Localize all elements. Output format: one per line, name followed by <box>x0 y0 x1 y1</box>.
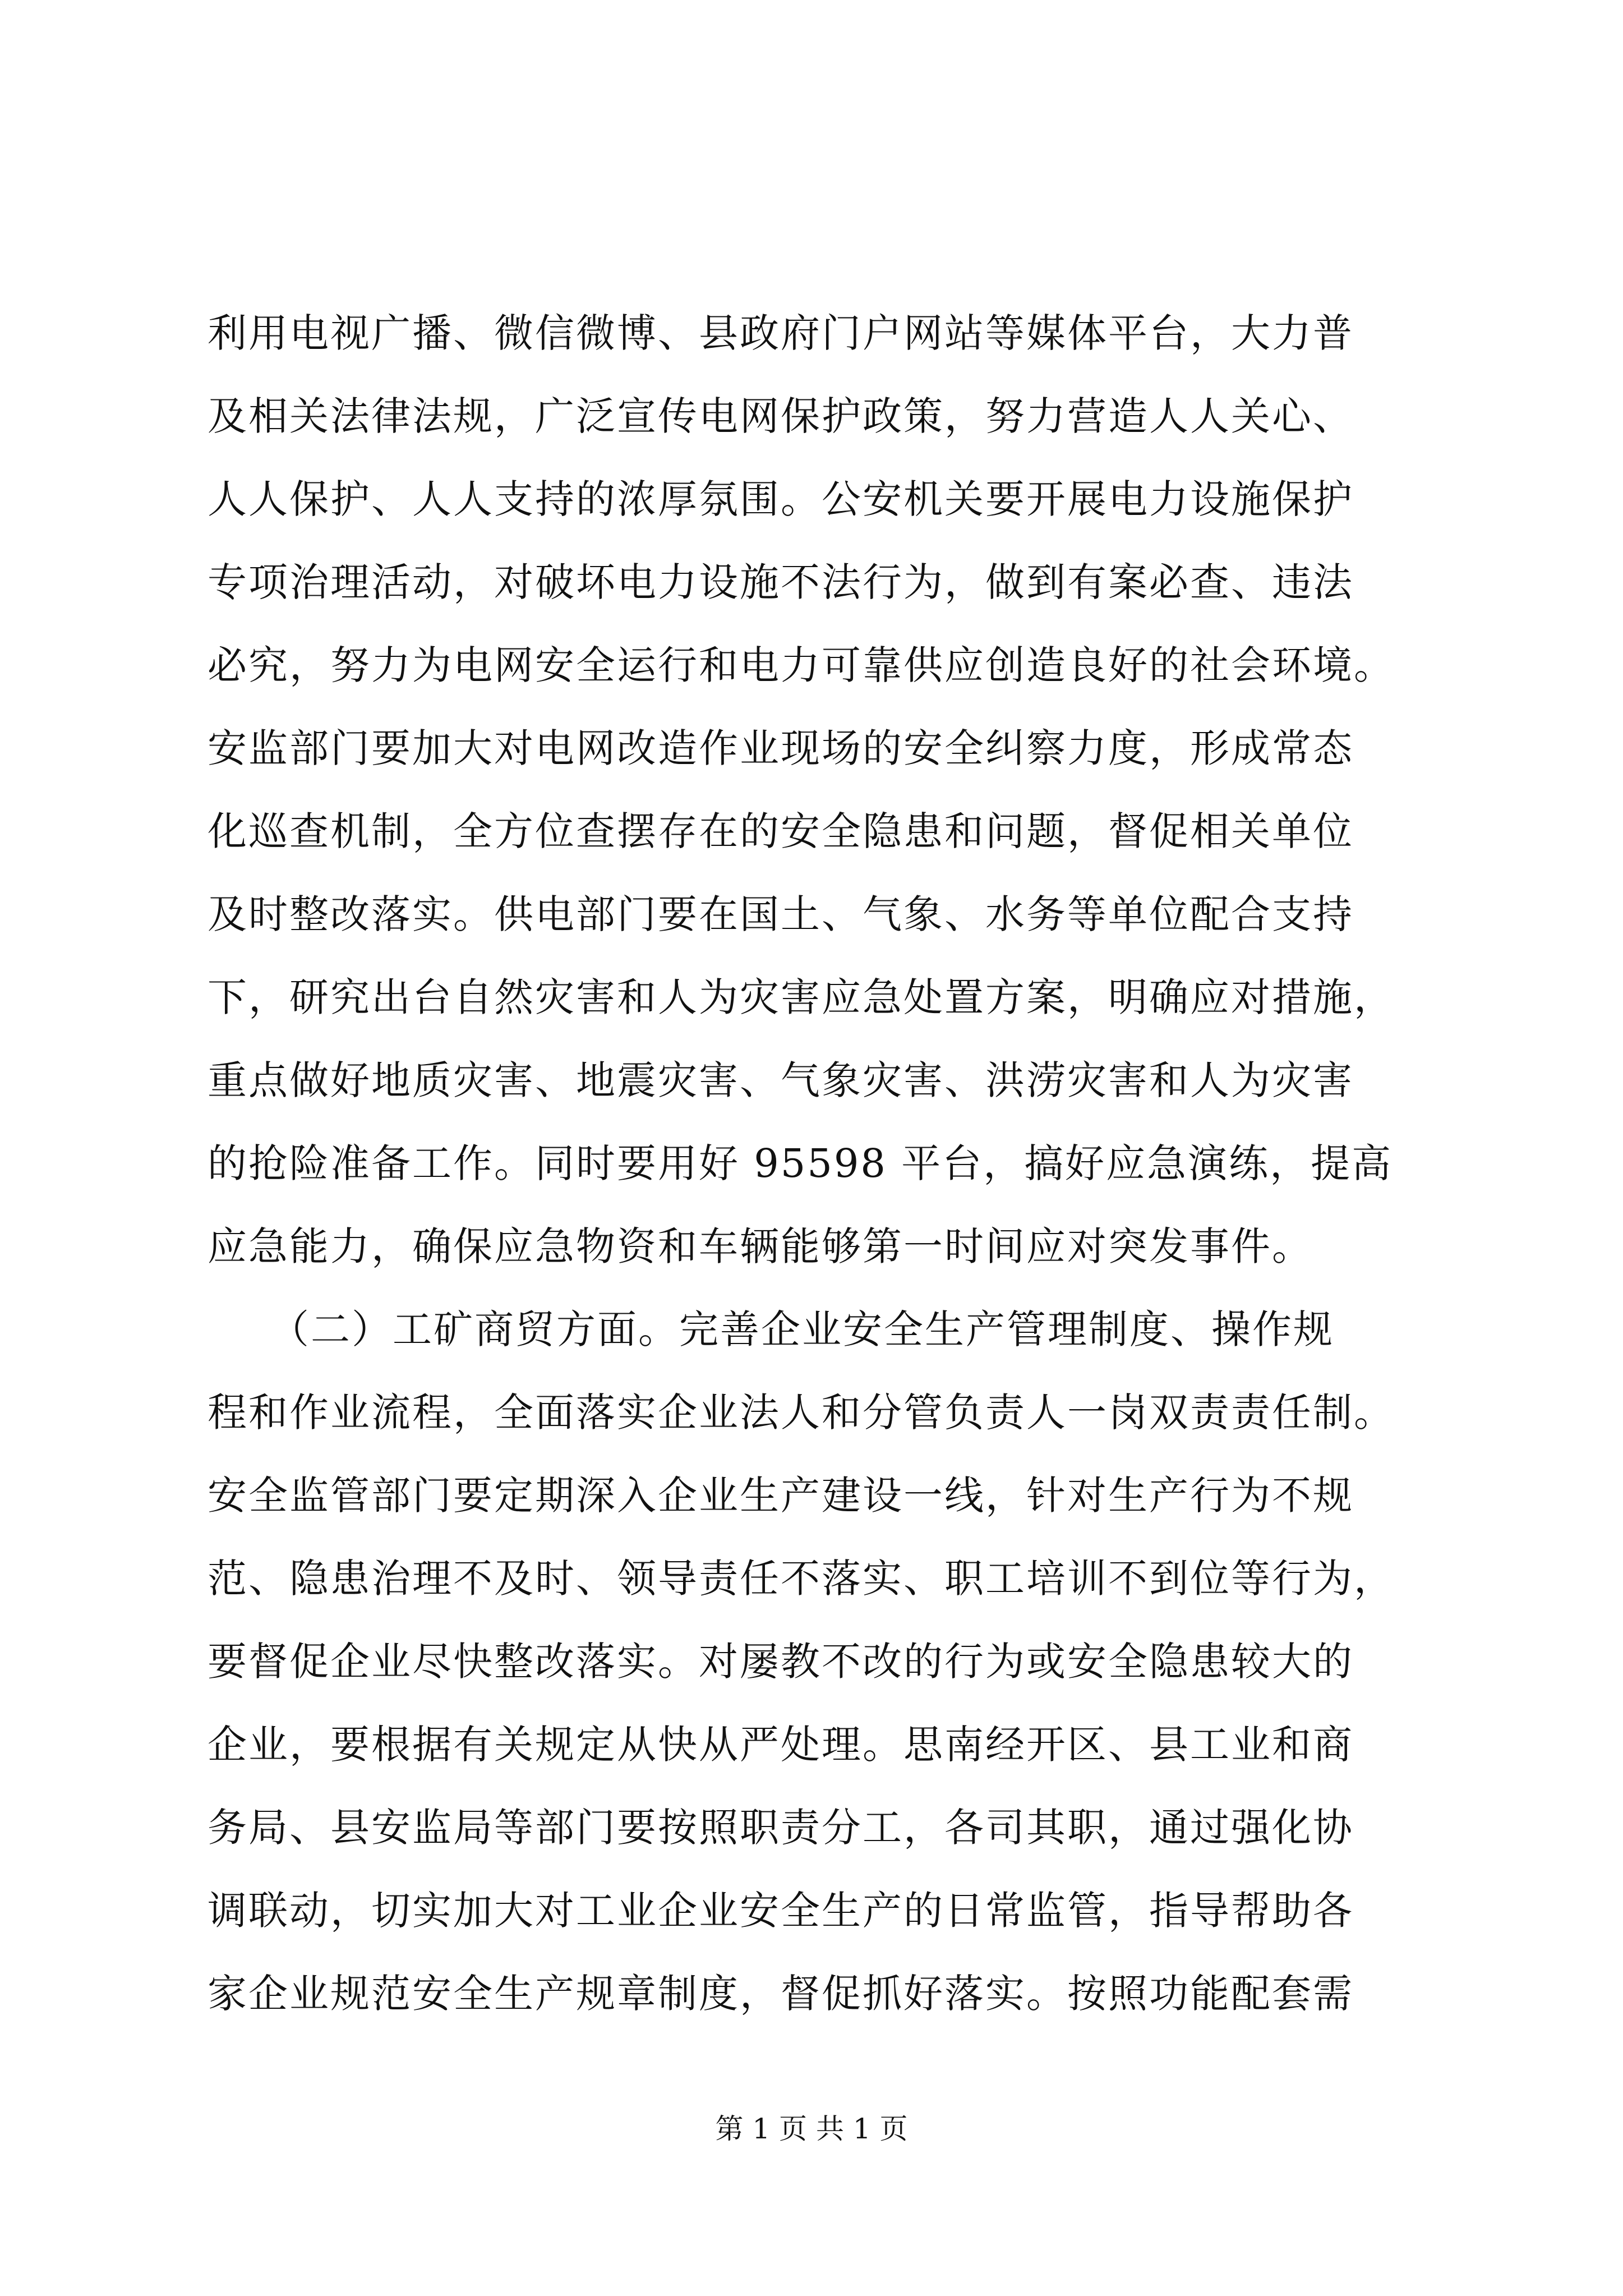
text-line: 要督促企业尽快整改落实。对屡教不改的行为或安全隐患较大的 <box>208 1639 1354 1685</box>
text-line: 安全监管部门要定期深入企业生产建设一线，针对生产行为不规 <box>208 1473 1354 1519</box>
text-line: （二）工矿商贸方面。完善企业安全生产管理制度、操作规 <box>208 1306 1334 1352</box>
text-line: 下，研究出台自然灾害和人为灾害应急处置方案，明确应对措施， <box>208 974 1395 1020</box>
text-line: 家企业规范安全生产规章制度，督促抓好落实。按照功能配套需 <box>208 1971 1354 2017</box>
text-line: 利用电视广播、微信微博、县政府门户网站等媒体平台，大力普 <box>208 310 1354 356</box>
text-line: 应急能力，确保应急物资和车辆能够第一时间应对突发事件。 <box>208 1223 1313 1269</box>
text-line: 的抢险准备工作。同时要用好 95598 平台，搞好应急演练，提高 <box>208 1140 1393 1186</box>
text-line: 及相关法律法规，广泛宣传电网保护政策，努力营造人人关心、 <box>208 393 1354 439</box>
text-line: 企业，要根据有关规定从快从严处理。思南经开区、县工业和商 <box>208 1722 1354 1768</box>
text-line: 务局、县安监局等部门要按照职责分工，各司其职，通过强化协 <box>208 1805 1354 1851</box>
text-line: 调联动，切实加大对工业企业安全生产的日常监管，指导帮助各 <box>208 1888 1354 1934</box>
text-line: 安监部门要加大对电网改造作业现场的安全纠察力度，形成常态 <box>208 725 1354 771</box>
text-line: 人人保护、人人支持的浓厚氛围。公安机关要开展电力设施保护 <box>208 476 1354 522</box>
text-line: 程和作业流程，全面落实企业法人和分管负责人一岗双责责任制。 <box>208 1389 1395 1435</box>
page-number-footer: 第 1 页 共 1 页 <box>715 2113 908 2145</box>
text-line: 及时整改落实。供电部门要在国土、气象、水务等单位配合支持 <box>208 891 1354 937</box>
body-text <box>208 292 1430 2035</box>
text-line: 范、隐患治理不及时、领导责任不落实、职工培训不到位等行为， <box>208 1556 1395 1602</box>
text-line: 必究，努力为电网安全运行和电力可靠供应创造良好的社会环境。 <box>208 642 1395 688</box>
text-line: 专项治理活动，对破坏电力设施不法行为，做到有案必查、违法 <box>208 559 1354 605</box>
text-line: 重点做好地质灾害、地震灾害、气象灾害、洪涝灾害和人为灾害 <box>208 1057 1354 1103</box>
text-line: 化巡查机制，全方位查摆存在的安全隐患和问题，督促相关单位 <box>208 808 1354 854</box>
